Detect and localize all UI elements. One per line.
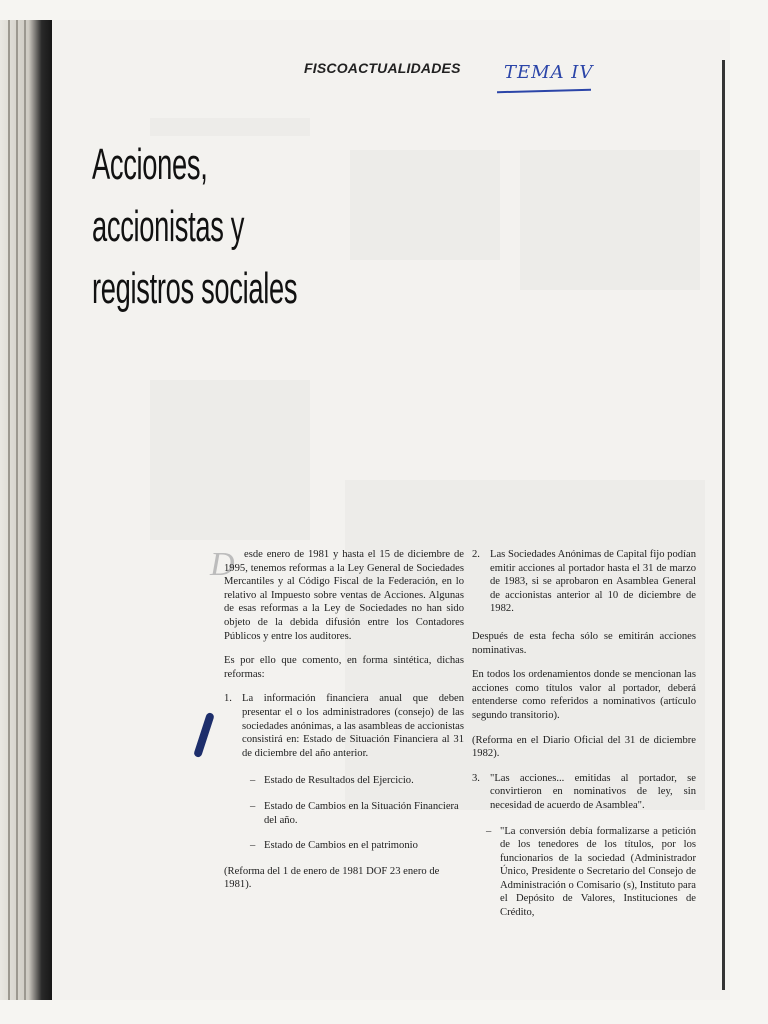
dash-item xyxy=(250,800,464,827)
dash-text: "La conversión debía formalizarse a petición de los tenedores de los títulos, por los funcionarios de la sociedad (Administrador Único, Presidente o Secretario del Consejo de Administración o Comisario (s), Instituto para el Depósito de Valores, Instituciones de Crédito, xyxy=(500,825,696,919)
paragraph: Después de esta fecha sólo se emitirán acciones nominativas. xyxy=(472,630,696,656)
bleed-through xyxy=(350,150,500,260)
drop-cap: D xyxy=(210,546,235,583)
binding-stripe xyxy=(8,20,10,1000)
list-item xyxy=(472,548,696,616)
title-line: accionistas y xyxy=(92,202,245,251)
dash-item xyxy=(250,774,464,788)
list-item xyxy=(224,692,464,760)
item-number: 1. xyxy=(224,693,232,705)
bleed-through xyxy=(520,150,700,290)
item-number: 2. xyxy=(472,549,480,560)
paragraph: (Reforma en el Diario Oficial del 31 de diciembre 1982). xyxy=(472,734,696,760)
title-line: Acciones, xyxy=(92,140,208,189)
reform-note: (Reforma del 1 de enero de 1981 DOF 23 enero de 1981). xyxy=(224,865,440,891)
dash-text: Estado de Cambios en la Situación Financiera del año. xyxy=(264,800,459,826)
column-right xyxy=(472,548,696,920)
item-text: La información financiera anual que deben presentar el o los administradores (consejo) de las sociedades anónimas, a las asambleas de accionistas consistirá en: Estado de Situación Financiera al 31 de diciembre del año anterior. xyxy=(242,693,464,759)
lead-paragraph: Es por ello que comento, en forma sintética, dichas reformas: xyxy=(224,655,464,680)
dash-bullet: – xyxy=(250,840,256,852)
item-number: 3. xyxy=(472,772,480,784)
binding-edge xyxy=(0,20,52,1000)
item-text: Las Sociedades Anónimas de Capital fijo podían emitir acciones al portador hasta el 31 de marzo de 1983, si se aprobaron en Asamblea General de accionistas anterior al 10 de diciembre de 1982. xyxy=(490,549,696,615)
dash-bullet: – xyxy=(250,800,256,812)
section-header: FISCOACTUALIDADES xyxy=(304,60,461,76)
dash-item xyxy=(486,825,696,920)
dash-text: Estado de Resultados del Ejercicio. xyxy=(264,775,414,787)
list-item xyxy=(472,772,696,813)
binding-stripe xyxy=(24,20,26,1000)
intro-paragraph: esde enero de 1981 y hasta el 15 de diciembre de 1995, tenemos reformas a la Ley General de Sociedades Mercantiles y al Código Fiscal de la Federación, en lo relativo al Impuesto sobre ventas de Acciones. Algunas de esas reformas a la Ley de Sociedades no han sido objeto de la debida difusión entre los Contadores Públicos y entre los auditores. xyxy=(224,549,464,642)
bleed-through xyxy=(150,380,310,540)
dash-item xyxy=(250,839,464,853)
right-margin-rule xyxy=(722,60,725,990)
column-left xyxy=(224,548,464,903)
binding-stripe xyxy=(16,20,18,1000)
item-text: "Las acciones... emitidas al portador, se convirtieron en nominativos de ley, sin necesidad de acuerdo de Asamblea". xyxy=(490,772,696,811)
article-title xyxy=(92,134,297,320)
dash-bullet: – xyxy=(250,775,256,787)
paragraph: En todos los ordenamientos donde se mencionan las acciones como títulos valor al portador, deberá entenderse como referidos a nominativos (artículo segundo transitorio). xyxy=(472,669,696,721)
title-line: registros sociales xyxy=(92,264,298,313)
dash-bullet: – xyxy=(486,825,492,837)
handwritten-note: TEMA IV xyxy=(504,62,594,83)
dash-text: Estado de Cambios en el patrimonio xyxy=(264,840,418,852)
